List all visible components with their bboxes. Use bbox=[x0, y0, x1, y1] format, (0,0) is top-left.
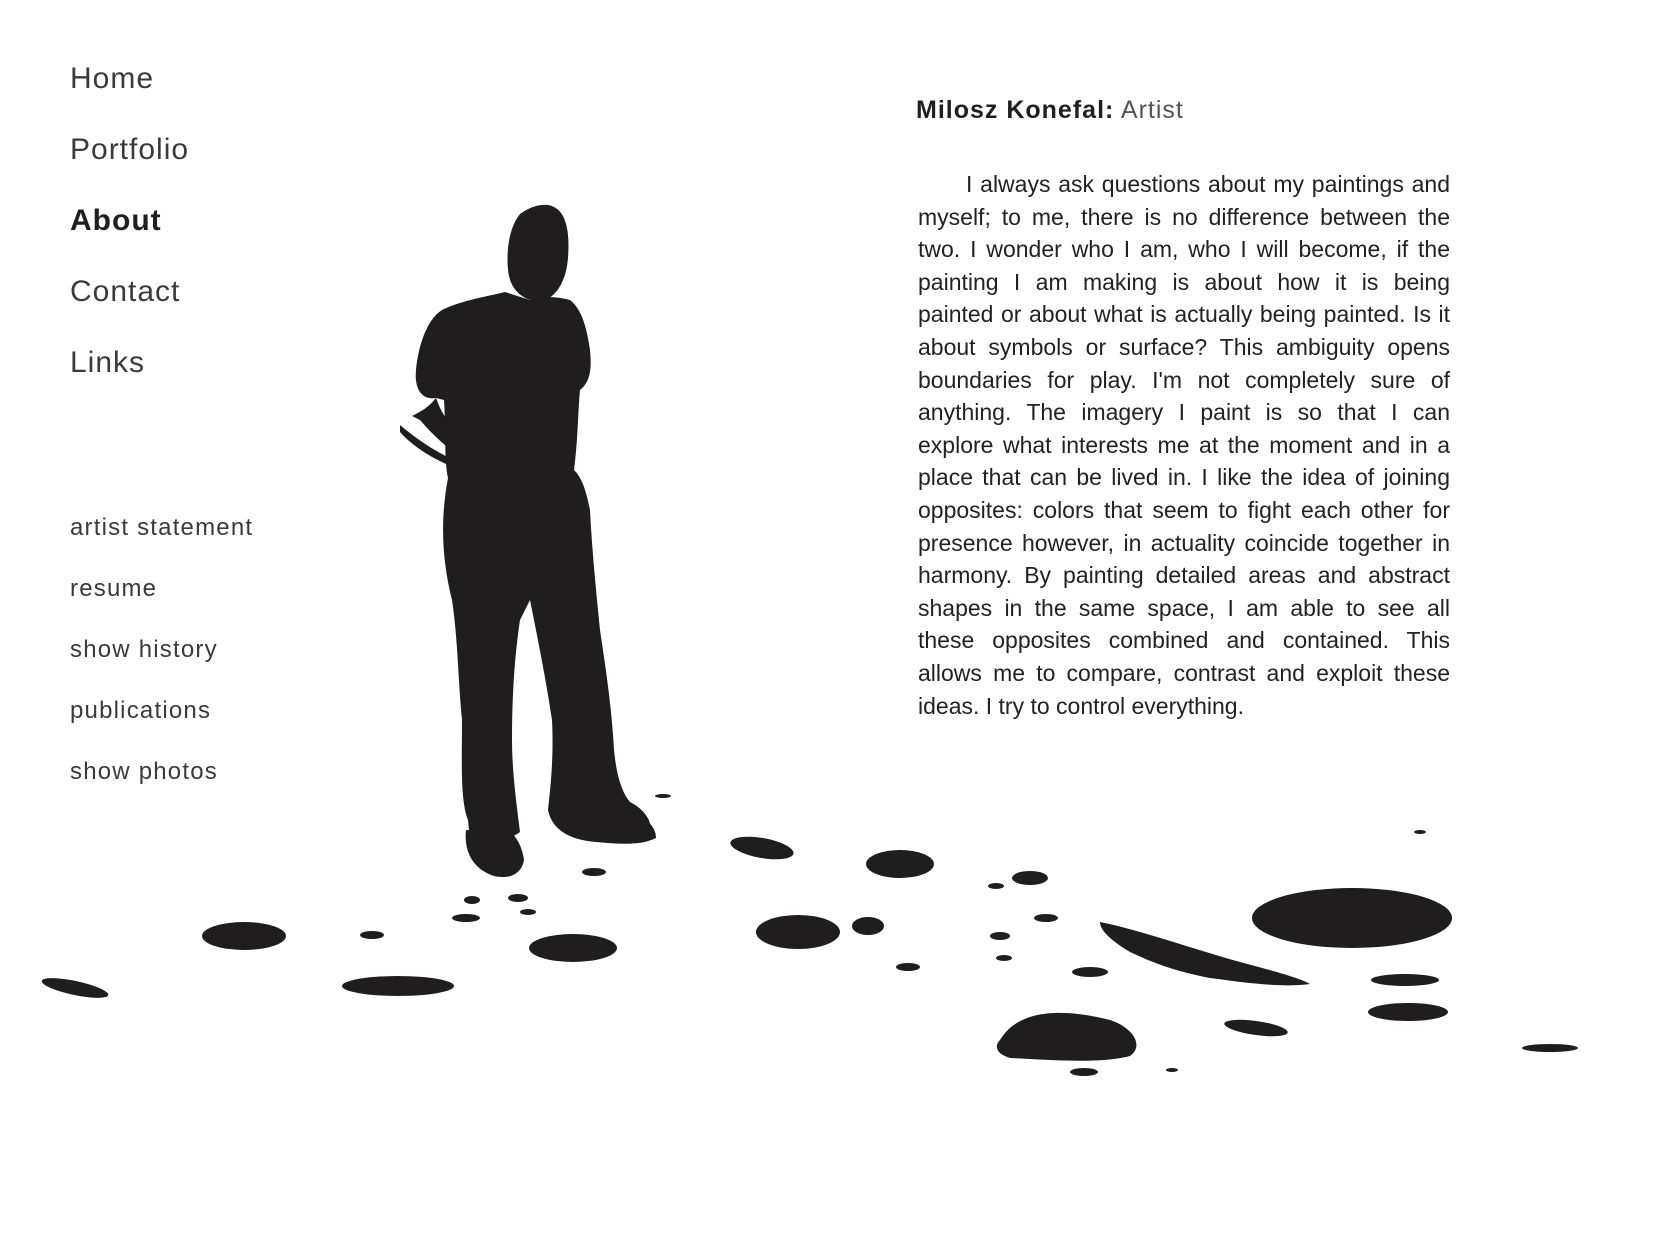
nav-item-home[interactable]: Home bbox=[70, 62, 155, 95]
nav-item-contact[interactable]: Contact bbox=[70, 275, 181, 308]
artist-name: Milosz Konefal: bbox=[916, 96, 1115, 124]
sub-nav-item-artist-statement[interactable]: artist statement bbox=[70, 514, 254, 541]
sub-nav bbox=[70, 514, 253, 819]
artist-statement-text: I always ask questions about my paintings and myself; to me, there is no difference between the two. I wonder who I am, who I will become, if the painting I am making is about how it is being painted or about what is actually being painted. Is it about symbols or surface? This ambiguity opens boundaries for play. I'm not completely sure of anything. The imagery I paint is so that I can explore what interests me at the moment and in a place that can be lived in. I like the idea of joining opposites: colors that seem to fight each other for presence however, in actuality coincide together in harmony. By painting detailed areas and abstract shapes in the same space, I am able to see all these opposites combined and contained. This allows me to compare, contrast and exploit these ideas. I try to control everything. bbox=[918, 171, 1450, 719]
nav-item-portfolio[interactable]: Portfolio bbox=[70, 133, 190, 166]
sub-nav-item-show-history[interactable]: show history bbox=[70, 636, 218, 663]
artist-role: Artist bbox=[1120, 96, 1184, 124]
nav-item-links[interactable]: Links bbox=[70, 346, 146, 379]
sub-nav-item-show-photos[interactable]: show photos bbox=[70, 758, 218, 785]
sub-nav-item-publications[interactable]: publications bbox=[70, 697, 212, 724]
nav-item-about[interactable]: About bbox=[70, 204, 162, 237]
page-heading bbox=[916, 96, 1184, 125]
sub-nav-item-resume[interactable]: resume bbox=[70, 575, 158, 602]
main-nav bbox=[70, 62, 189, 417]
